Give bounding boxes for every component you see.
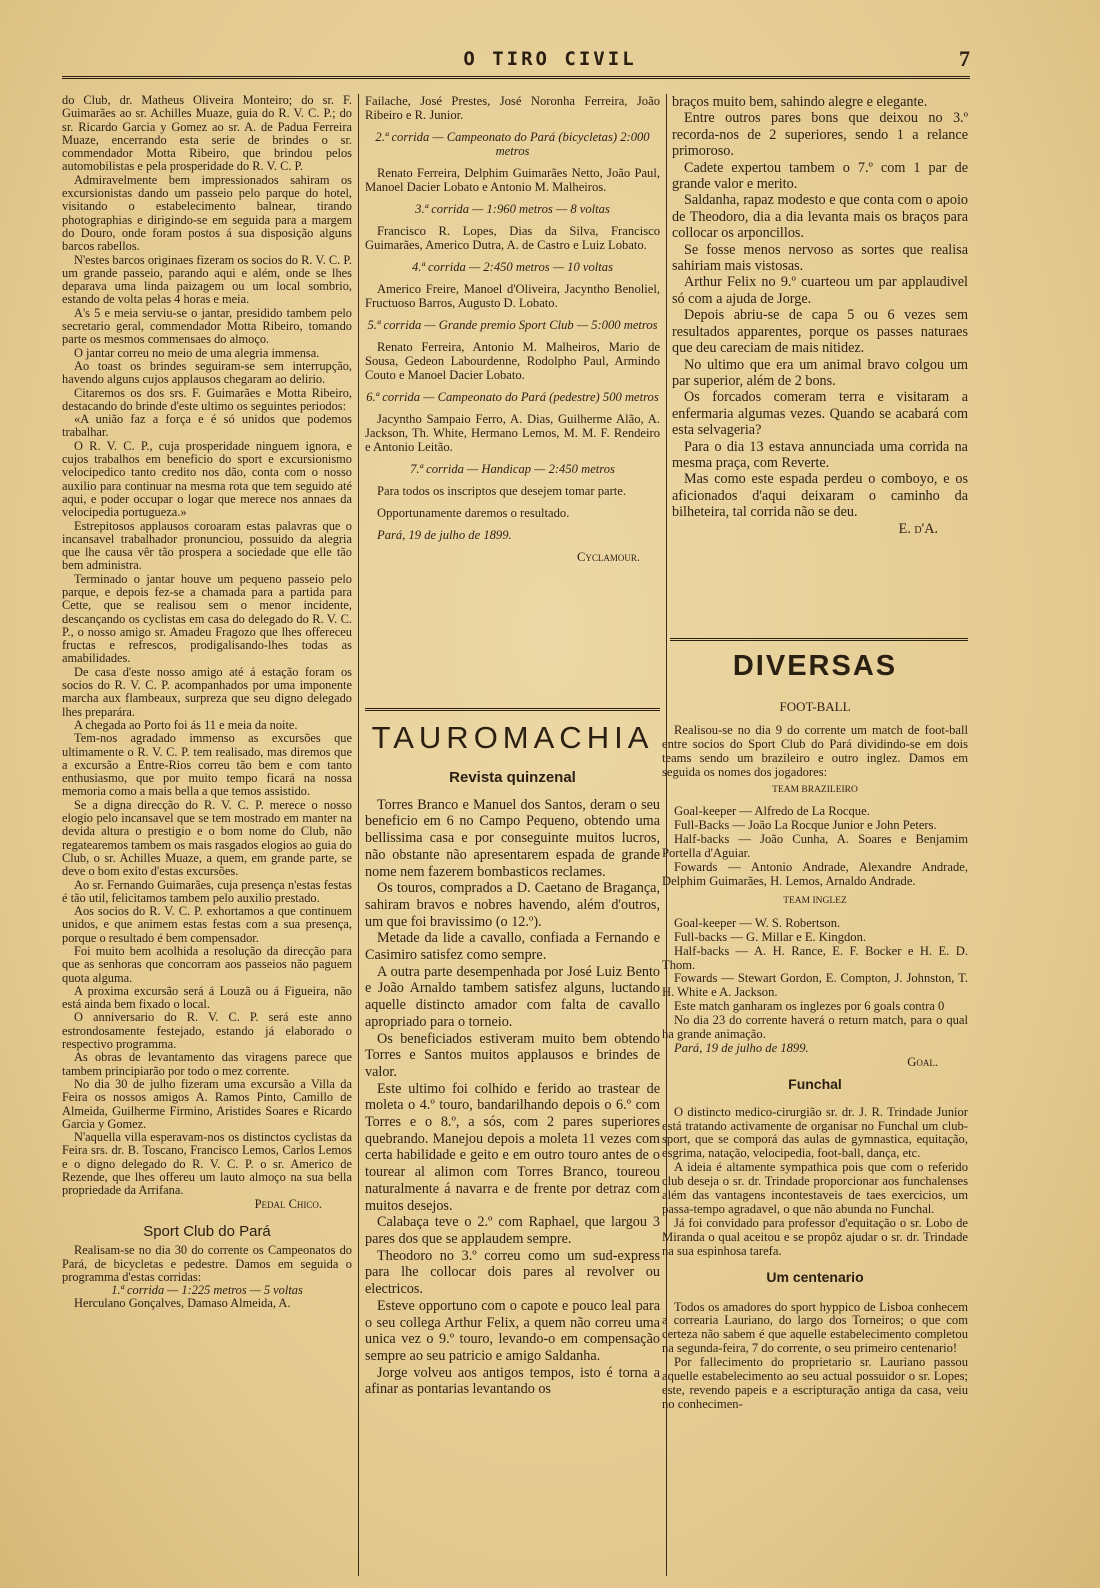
- paragraph: Full-backs — G. Millar e E. Kingdon.: [674, 929, 867, 944]
- paragraph: Admiravelmente bem impressionados sahiram os excursionistas dando um passeio pelo parque do hotel, visitando o estabelecimento balnear, tirando photographias e dirigindo-se em seguida para a margem do Douro, onde foram postos á sua disposição alguns barcos rabellos.: [62, 172, 352, 254]
- paragraph: Metade da lide a cavallo, confiada a Fernando e Casimiro satisfez como sempre.: [365, 930, 660, 964]
- signature: Cyclamour.: [576, 550, 640, 564]
- paragraph: Calabaça teve o 2.º com Raphael, que largou 3 pares dos que se applaudem sempre.: [365, 1214, 660, 1247]
- paragraph: Este match ganharam os inglezes por 6 goals contra 0: [674, 999, 945, 1014]
- paragraph: Para o dia 13 estava annunciada uma corrida na mesma praça, com Reverte.: [672, 438, 968, 471]
- column-divider: [358, 94, 359, 1576]
- diversas-section: [662, 700, 968, 1580]
- paragraph: De casa d'este nosso amigo até á estação foram os socios do R. V. C. P. acompanhados por uma imponente marcha aux flambeaux, surpreza que seu digno delegado lhes preparára.: [62, 664, 352, 719]
- paragraph: Por fallecimento do proprietario sr. Lauriano passou aquelle estabelecimento ao seu actual possuidor o sr. Lopes; este, revendo papeis e a escripturação antiga da casa, veiu no conhecimen-: [662, 1355, 968, 1411]
- paragraph: Francisco R. Lopes, Dias da Silva, Francisco Guimarães, Americo Dutra, A. de Castro e Luiz Lobato.: [365, 224, 660, 252]
- paragraph: Opportunamente daremos o resultado.: [377, 506, 570, 520]
- paragraph: Torres Branco e Manuel dos Santos, deram o seu beneficio em 6 no Campo Pequeno, obtendo uma bellissima casa e por conseguinte muitos lucros, não obstante não apresentarem espada de grande nome nem fazerem bombasticos reclames.: [365, 796, 660, 880]
- paragraph: No dia 30 de julho fizeram uma excursão a Villa da Feira os nossos amigos A. Ramos Pinto, Camillo de Almeida, Guilherme Firmino, Aristides Soares e Ricardo Garcia y Gomez.: [62, 1076, 352, 1131]
- paragraph: No ultimo que era um animal bravo colgou um par superior, além de 2 bons.: [672, 356, 968, 389]
- paragraph: Half-backs — João Cunha, A. Soares e Benjamim Portella d'Aguiar.: [662, 832, 968, 861]
- subsection-title: Um centenario: [766, 1268, 864, 1285]
- paragraph: A ideia é altamente sympathica pois que com o referido club deseja o sr. dr. Trindade proporcionar aos funchalenses além das vantagens incontestaveis de taes exercicios, um passa-tempo agradavel, o que não abunda no Funchal.: [662, 1160, 968, 1216]
- paragraph: Cadete expertou tambem o 7.º com 1 par de grande valor e merito.: [672, 159, 968, 193]
- paragraph: Goal-keeper — W. S. Robertson.: [674, 915, 841, 930]
- paragraph: Renato Ferreira, Antonio M. Malheiros, Mario de Sousa, Gedeon Labourdenne, Rodolpho Paul, Armindo Couto e Manoel Dacier Lobato.: [365, 340, 660, 382]
- paragraph: Aos socios do R. V. C. P. exhortamos a que continuem unidos, e que animem estas festas com a sua presença, porque o resultado é bem compensador.: [62, 904, 352, 945]
- paragraph: Half-backs — A. H. Rance, E. F. Bocker e H. E. D. Thom.: [662, 943, 968, 972]
- paragraph: N'estes barcos originaes fizeram os socios do R. V. C. P. um grande passeio, parando aqui e além, onde se lhes deparava uma linda paizagem ou um local sombrio, estando de volta pelas 4 horas e meia.: [62, 252, 352, 307]
- paragraph: Citaremos os dos srs. F. Guimarães e Motta Ribeiro, destacando do brinde d'este ultimo os seguintes periodos:: [62, 385, 352, 413]
- page-number: 7: [959, 46, 970, 71]
- paragraph: O R. V. C. P., cuja prosperidade ninguem ignora, e cujos trabalhos em beneficio do sport e excursionismo velocipedico tanto credito nos dão, conta com o nosso auxilio para continuar na mesma rota que tem seguido até aqui, e poder occupar o logar que merece nos annaes da velocipedia portugueza.»: [62, 438, 352, 520]
- section-rule: [670, 638, 968, 641]
- paragraph: Fowards — Stewart Gordon, E. Compton, J. Johnston, T. H. White e A. Jackson.: [662, 971, 968, 1000]
- race-heading: 4.ª corrida — 2:450 metros — 10 voltas: [411, 260, 613, 274]
- paragraph: Americo Freire, Manoel d'Oliveira, Jacyntho Benoliel, Fructuoso Barros, Augusto D. Lobato.: [365, 282, 660, 310]
- paragraph: O distincto medico-cirurgião sr. dr. J. R. Trindade Junior está tratando activamente de organisar no Funchal um club-sport, que se comporá das aulas de gymnastica, equitação, esgrima, natação, velocipedia, foot-ball, dança, etc.: [662, 1104, 968, 1161]
- paragraph: do Club, dr. Matheus Oliveira Monteiro; do sr. F. Guimarães ao sr. Achilles Muaze, guia do R. V. C. P.; do sr. Ricardo Garcia y Gomez ao sr. A. de Padua Ferreira Muaze, encerrando esta serie de brindes o sr. commendador Motta Ribeiro, que brindou pelos automobilistas e pela prosperidade do R. V. C. P.: [62, 94, 352, 174]
- paragraph: Ao sr. Fernando Guimarães, cuja presença n'estas festas é tão util, felicitamos tambem pelo auxilio prestado.: [62, 877, 352, 905]
- column-1: [62, 94, 352, 1574]
- paragraph: Tem-nos agradado immenso as excursões que ultimamente o R. V. C. P. tem realisado, mas diremos que a excursão a Entre-Rios correu tão bem e com tanto enthusiasmo, que por muito tempo ficará na nossa memoria como a mais bella a que temos assistido.: [62, 731, 352, 799]
- paragraph: Estrepitosos applausos coroaram estas palavras que o incansavel trabalhador pronunciou, possuido da alegria que lhe causa vêr tão prospera a sociedade que elle tão bem administra.: [62, 518, 352, 573]
- paragraph: «A união faz a força e é só unidos que podemos trabalhar.: [62, 412, 352, 440]
- paragraph: Failache, José Prestes, José Noronha Ferreira, João Ribeiro e R. Junior.: [365, 94, 660, 122]
- paragraph: Entre outros pares bons que deixou no 3.º recorda-nos de 2 superiores, sendo 1 a relance primoroso.: [672, 110, 968, 160]
- paragraph: Jacyntho Sampaio Ferro, A. Dias, Guilherme Alão, A. Jackson, Th. White, Hermano Lemos, M. M. F. Rendeiro e Antonio Leitão.: [365, 412, 660, 454]
- race-heading: 5.ª corrida — Grande premio Sport Club — 5:000 metros: [367, 318, 658, 332]
- tauromachia-section: [365, 716, 660, 1576]
- section-title: DIVERSAS: [732, 650, 898, 682]
- paragraph: Os beneficiados estiveram muito bem obtendo Torres e Santos muitos applausos e brindes de valor.: [365, 1030, 660, 1080]
- dateline: Pará, 19 de julho de 1899.: [674, 1040, 809, 1055]
- paragraph: A proxima excursão será á Louzã ou á Figueira, não está ainda bem fixado o local.: [62, 983, 352, 1012]
- paragraph: No dia 23 do corrente haverá o return match, para o qual ha grande animação.: [662, 1013, 968, 1042]
- paragraph: O jantar correu no meio de uma alegria immensa.: [74, 345, 320, 360]
- paragraph: braços muito bem, sahindo alegre e elegante.: [672, 94, 928, 110]
- paragraph: Os forcados comeram terra e visitaram a enfermaria algumas vezes. Quando se acabará com esta selvageria?: [672, 389, 968, 439]
- paragraph: Herculano Gonçalves, Damaso Almeida, A.: [74, 1296, 291, 1311]
- header-rule: [62, 76, 970, 79]
- paragraph: O anniversario do R. V. C. P. será este anno estrondosamente festejado, estando já elaborado o respectivo programma.: [62, 1010, 352, 1052]
- section-title: TAUROMACHIA: [371, 720, 654, 755]
- dateline: Pará, 19 de julho de 1899.: [377, 528, 512, 542]
- paragraph: Saldanha, rapaz modesto e que conta com o apoio de Theodoro, dia a dia levanta mais os braços para collocar os arponcillos.: [672, 192, 968, 242]
- paragraph: N'aquella villa esperavam-nos os distinctos cyclistas da Feira srs. dr. B. Toscano, Francisco Lemos, Carlos Lemos e o digno delegado do R. V. C. P. o sr. Americo de Rezende, que lhes offereu um lauto almoço na sua bella propriedade da Arrifana.: [62, 1130, 352, 1198]
- paragraph: A's 5 e meia serviu-se o jantar, presidido tambem pelo secretario geral, commendador Motta Ribeiro, tomando parte os mesmos commensaes do almoço.: [62, 305, 352, 347]
- paragraph: Ao toast os brindes seguiram-se sem interrupção, havendo alguns cujos applausos chegaram ao delirio.: [62, 358, 352, 387]
- paragraph: Já foi convidado para professor d'equitação o sr. Lobo de Miranda o qual aceitou e se propôz ajudar o sr. dr. Trindade na sua espinhosa tarefa.: [662, 1215, 968, 1258]
- paragraph: As obras de levantamento das viragens parece que tambem principiarão por todo o mez corrente.: [62, 1050, 352, 1078]
- paragraph: A chegada ao Porto foi ás 11 e meia da noite.: [74, 717, 298, 732]
- paragraph: Fowards — Antonio Andrade, Alexandre Andrade, Delphim Guimarães, H. Lemos, Arnaldo Andrade.: [662, 860, 968, 888]
- team-title: TEAM INGLEZ: [783, 895, 847, 906]
- paragraph: Jorge volveu aos antigos tempos, isto é torna a afinar as pontarias levantando os: [365, 1364, 660, 1398]
- race-heading: 7.ª corrida — Handicap — 2:450 metros: [410, 462, 615, 476]
- newspaper-title: O TIRO CIVIL: [463, 48, 637, 70]
- paragraph: Goal-keeper — Alfredo de La Rocque.: [674, 804, 870, 819]
- paragraph: Este ultimo foi colhido e ferido ao trastear de moleta o 4.º touro, bandarilhando depois o 6.º com Torres e o 8.º, a sós, com 2 pares superiores quebrando. Manejou depois a moleta 11 vezes com certa habilidade e geito e em outro touro antes de o tourear al alimon com Torres Branco, toureou naturalmente á navarra e de frente por detraz com muitos desejos.: [365, 1080, 660, 1214]
- signature: Goal.: [907, 1054, 938, 1069]
- paragraph: Foi muito bem acolhida a resolução da direcção para que as senhoras que concorram aos passeios não paguem quota alguma.: [62, 944, 352, 985]
- race-heading: 2.ª corrida — Campeonato do Pará (bicycletas) 2:000 metros: [375, 130, 650, 158]
- paragraph: Esteve opportuno com o capote e pouco leal para o seu collega Arthur Felix, a quem não correu uma unica vez o 9.º touro, levando-o em compensação sempre ao seu patricio e amigo Saldanha.: [365, 1297, 660, 1364]
- section-subtitle: Revista quinzenal: [449, 769, 576, 786]
- section-title: Sport Club do Pará: [143, 1222, 271, 1240]
- subsection-title: FOOT-BALL: [779, 700, 851, 714]
- paragraph: Para todos os inscriptos que desejem tomar parte.: [377, 484, 627, 498]
- paragraph: Mas como este espada perdeu o comboyo, e os aficionados d'aqui deixaram o caminho da bilheteira, tal corrida não se deu.: [672, 471, 968, 521]
- paragraph: Depois abriu-se de capa 5 ou 6 vezes sem resultados apparentes, porque os passes naturaes que deu careciam de mais nitidez.: [672, 307, 968, 357]
- paragraph: Realisou-se no dia 9 do corrente um match de foot-ball entre socios do Sport Club do Pará dividindo-se em dois teams sendo um brazileiro e outro inglez. Damos em seguida os nomes dos jogadores:: [662, 722, 968, 779]
- signature: Pedal Chico.: [254, 1196, 322, 1211]
- subsection-title: Funchal: [788, 1075, 842, 1092]
- section-rule: [365, 708, 660, 711]
- paragraph: Terminado o jantar houve um pequeno passeio pelo parque, e depois fez-se a chamada para a partida para Cette, que se realisou sem o menor incidente, descançando os cyclistas em casa do delegado do R. V. C. P., o nosso amigo sr. Amadeu Fragozo que lhes offereceu fructas e refrescos, prodigalisando-lhes todas as amabilidades.: [62, 571, 352, 666]
- paragraph: Os touros, comprados a D. Caetano de Bragança, sahiram bravos e nobres havendo, além d'outros, um que foi bravissimo (o 12.º).: [365, 880, 660, 930]
- race-heading: 1.ª corrida — 1:225 metros — 5 voltas: [111, 1283, 303, 1298]
- paragraph: Realisam-se no dia 30 do corrente os Campeonatos do Pará, de bicycletas e pedestre. Damos em seguida o programma d'estas corridas:: [62, 1243, 352, 1284]
- team-title: TEAM BRAZILEIRO: [772, 784, 858, 795]
- race-heading: 3.ª corrida — 1:960 metros — 8 voltas: [415, 202, 610, 216]
- race-heading: 6.ª corrida — Campeonato do Pará (pedestre) 500 metros: [366, 390, 659, 404]
- paragraph: Todos os amadores do sport hyppico de Lisboa conhecem a correaria Lauriano, do largo dos Torneiros; o que com certeza não sabem é que aquelle estabelecimento completou na segunda-feira, 7 do corrente, o seu primeiro centenario!: [662, 1299, 968, 1356]
- paragraph: Arthur Felix no 9.º cuarteou um par applaudivel só com a ajuda de Jorge.: [672, 274, 968, 307]
- paragraph: A outra parte desempenhada por José Luiz Bento e João Arnaldo tambem satisfez alguns, luctando aquelle distincto amador com falta de cavallo apropriado para o torneio.: [365, 963, 660, 1030]
- paragraph: Se fosse menos nervoso as sortes que realisa sahiriam mais vistosas.: [672, 241, 968, 275]
- paragraph: Theodoro no 3.º correu como um sud-express para lhe collocar dois pares al revolver ou electricos.: [365, 1247, 660, 1298]
- paragraph: Full-Backs — João La Rocque Junior e John Peters.: [674, 818, 937, 833]
- paragraph: Se a digna direcção do R. V. C. P. merece o nosso elogio pelo incansavel que se tem mostrado em manter na devida altura o prestigio e o bom nome do Club, não regatearemos tambem os mais rasgados elogios ao guia do Club, o sr. Achilles Muaze, a quem, em grande parte, se deve o bom exito d'estas excursões.: [62, 797, 352, 879]
- column-3: [672, 94, 968, 624]
- column-2: [365, 94, 660, 694]
- signature: E. d'A.: [898, 520, 938, 537]
- paragraph: Renato Ferreira, Delphim Guimarães Netto, João Paul, Manoel Dacier Lobato e Antonio M. Malheiros.: [365, 166, 660, 194]
